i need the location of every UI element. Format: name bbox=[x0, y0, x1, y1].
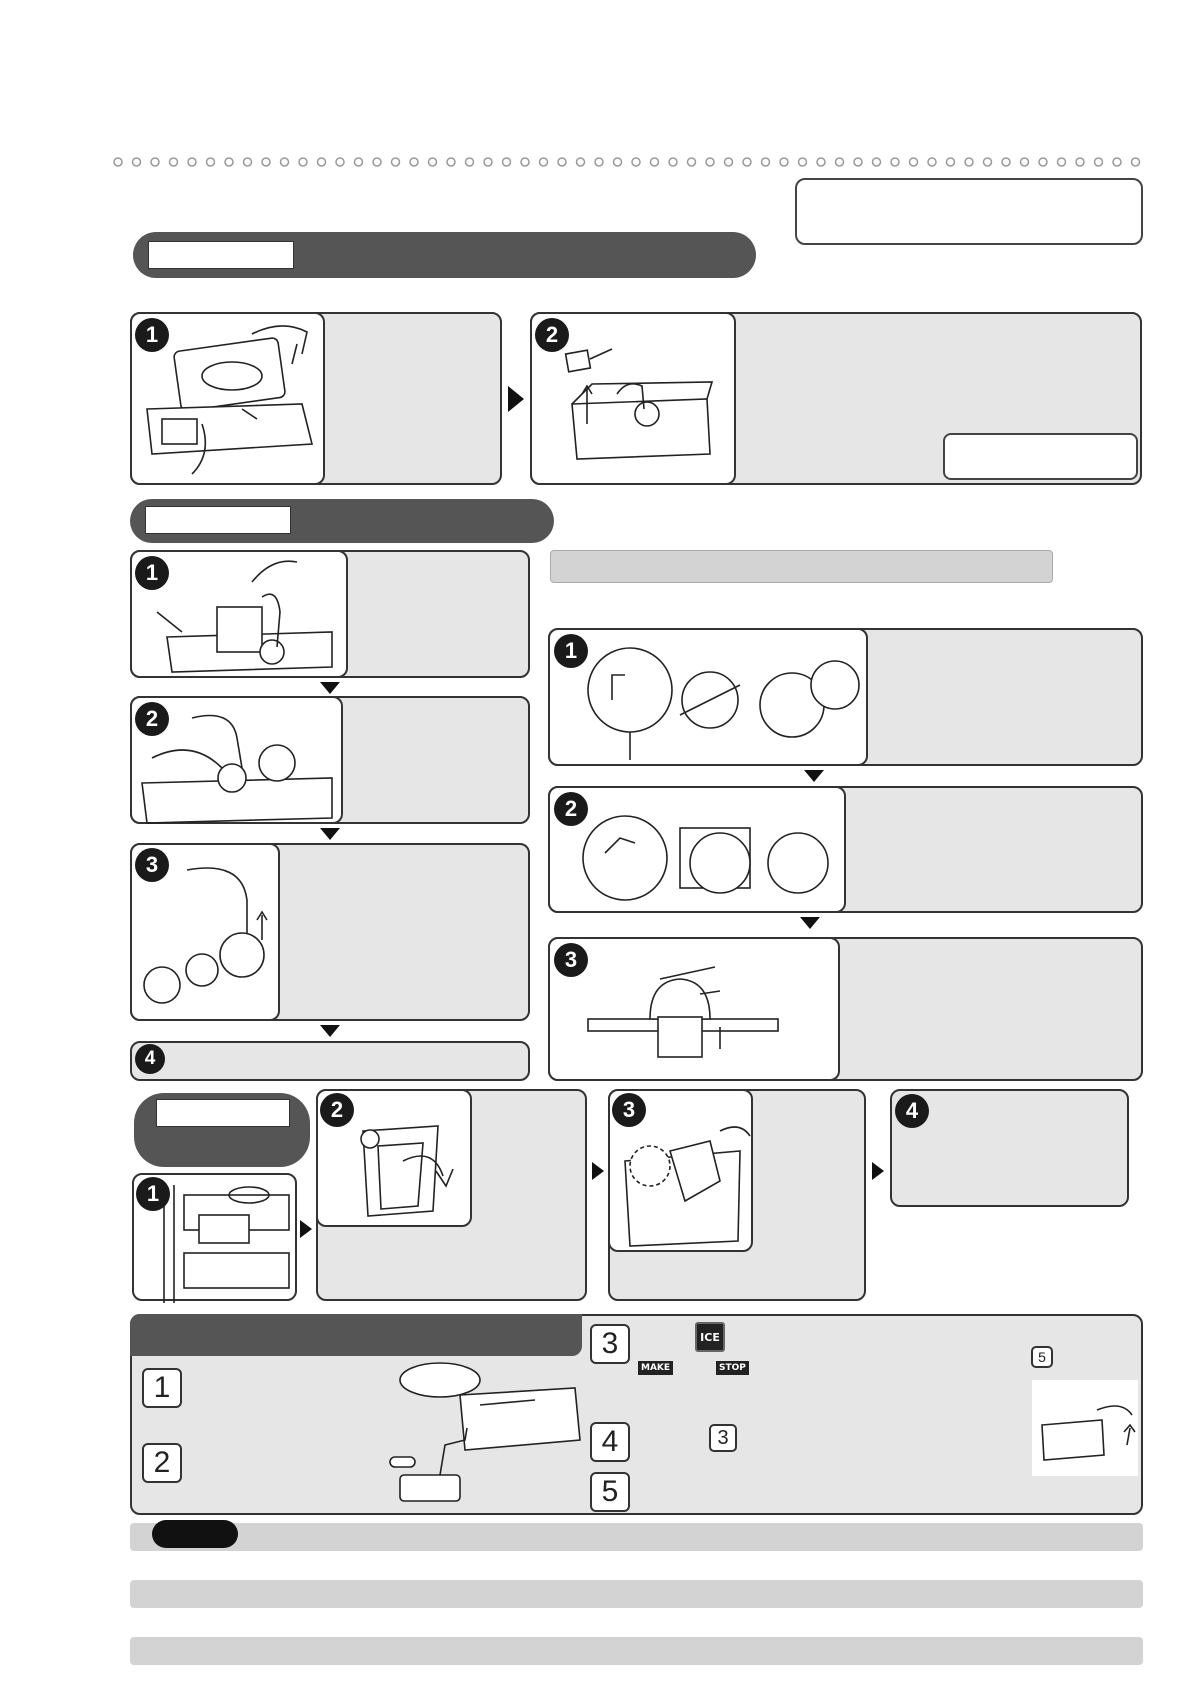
divider-dot bbox=[762, 158, 770, 166]
divider-dot bbox=[614, 158, 622, 166]
right-step-number-2: 2 bbox=[554, 792, 588, 826]
divider-dot bbox=[817, 158, 825, 166]
make-label: MAKE bbox=[638, 1361, 673, 1375]
down-arrow bbox=[320, 1025, 340, 1037]
divider-dot bbox=[244, 158, 252, 166]
divider-dot bbox=[836, 158, 844, 166]
quick-step-5: 5 bbox=[590, 1472, 630, 1512]
next-arrow bbox=[508, 386, 524, 412]
right-step-illustration-3 bbox=[548, 937, 840, 1081]
divider-dot bbox=[873, 158, 881, 166]
divider-dot bbox=[965, 158, 973, 166]
divider-dot bbox=[114, 158, 122, 166]
divider-dot bbox=[392, 158, 400, 166]
divider-dot bbox=[466, 158, 474, 166]
bottom-step-number-3: 3 bbox=[612, 1093, 646, 1127]
left-step-panel-4 bbox=[130, 1041, 530, 1081]
divider-dot bbox=[688, 158, 696, 166]
down-arrow bbox=[800, 917, 820, 929]
divider-dot bbox=[207, 158, 215, 166]
step-2-note-box bbox=[943, 433, 1138, 480]
next-arrow bbox=[592, 1162, 604, 1180]
ice-button-icon: ICE bbox=[695, 1322, 725, 1352]
divider-dot bbox=[1058, 158, 1066, 166]
quick-guide-illustration bbox=[385, 1360, 585, 1510]
footer-bar-2 bbox=[130, 1580, 1143, 1608]
divider-dot bbox=[281, 158, 289, 166]
section-label-1 bbox=[148, 241, 294, 269]
left-step-number-1: 1 bbox=[135, 556, 169, 590]
divider-dot bbox=[410, 158, 418, 166]
divider-dot bbox=[558, 158, 566, 166]
divider-dot bbox=[133, 158, 141, 166]
step-number-1: 1 bbox=[135, 318, 169, 352]
divider-dot bbox=[780, 158, 788, 166]
section-label-2 bbox=[145, 506, 291, 534]
down-arrow bbox=[804, 770, 824, 782]
divider-dot bbox=[891, 158, 899, 166]
divider-dot bbox=[188, 158, 196, 166]
divider-dot bbox=[484, 158, 492, 166]
divider-dot bbox=[170, 158, 178, 166]
quick-guide-header bbox=[130, 1314, 582, 1356]
next-arrow bbox=[872, 1162, 884, 1180]
quick-step-1: 1 bbox=[142, 1368, 182, 1408]
left-step-number-2: 2 bbox=[135, 702, 169, 736]
divider-dot bbox=[521, 158, 529, 166]
divider-dot bbox=[1095, 158, 1103, 166]
stop-label: STOP bbox=[716, 1361, 749, 1375]
divider-dot bbox=[706, 158, 714, 166]
divider-dot bbox=[262, 158, 270, 166]
next-arrow bbox=[300, 1220, 312, 1238]
divider-dot bbox=[429, 158, 437, 166]
divider-dot bbox=[854, 158, 862, 166]
step-number-2: 2 bbox=[535, 318, 569, 352]
divider-dot bbox=[373, 158, 381, 166]
divider-dot bbox=[743, 158, 751, 166]
bottom-step-number-2: 2 bbox=[320, 1093, 354, 1127]
divider-dot bbox=[1076, 158, 1084, 166]
footer-bar-1 bbox=[130, 1523, 1143, 1551]
divider-dot bbox=[799, 158, 807, 166]
quick-step-4: 4 bbox=[590, 1422, 630, 1462]
divider-dot bbox=[947, 158, 955, 166]
bottom-step-number-4: 4 bbox=[895, 1094, 929, 1128]
right-step-number-3: 3 bbox=[554, 943, 588, 977]
divider-dot bbox=[1002, 158, 1010, 166]
quick-step-2: 2 bbox=[142, 1443, 182, 1483]
divider-dot bbox=[1021, 158, 1029, 166]
divider-dot bbox=[669, 158, 677, 166]
down-arrow bbox=[320, 828, 340, 840]
right-step-number-1: 1 bbox=[554, 634, 588, 668]
divider-dot bbox=[503, 158, 511, 166]
divider-dot bbox=[595, 158, 603, 166]
divider-dot bbox=[910, 158, 918, 166]
divider-dot bbox=[1113, 158, 1121, 166]
divider-dot bbox=[928, 158, 936, 166]
divider-dot bbox=[355, 158, 363, 166]
divider-dot bbox=[225, 158, 233, 166]
quick-ref-3: 3 bbox=[709, 1424, 737, 1452]
divider-dot bbox=[725, 158, 733, 166]
bottom-step-number-1: 1 bbox=[136, 1177, 170, 1211]
divider-dot bbox=[299, 158, 307, 166]
section-label-3 bbox=[156, 1099, 290, 1127]
down-arrow bbox=[320, 682, 340, 694]
left-step-number-3: 3 bbox=[135, 848, 169, 882]
footer-bar-3 bbox=[130, 1637, 1143, 1665]
divider-dot bbox=[1039, 158, 1047, 166]
divider-dot bbox=[447, 158, 455, 166]
divider-dot bbox=[1132, 158, 1140, 166]
top-note-box bbox=[795, 178, 1143, 245]
divider-dot bbox=[577, 158, 585, 166]
quick-step-3: 3 bbox=[590, 1324, 630, 1364]
divider-dot bbox=[632, 158, 640, 166]
divider-dot bbox=[318, 158, 326, 166]
divider-dot bbox=[336, 158, 344, 166]
quick-guide-illustration-right bbox=[1032, 1380, 1138, 1476]
divider-dot bbox=[984, 158, 992, 166]
divider-dot bbox=[151, 158, 159, 166]
right-step-illustration-1 bbox=[548, 628, 868, 766]
dotted-divider bbox=[112, 156, 1157, 168]
divider-dot bbox=[540, 158, 548, 166]
right-step-illustration-2 bbox=[548, 786, 846, 913]
footer-pill bbox=[152, 1520, 238, 1548]
quick-ref-5: 5 bbox=[1031, 1346, 1053, 1368]
right-subheader-bar bbox=[550, 550, 1053, 583]
left-step-number-4: 4 bbox=[135, 1044, 165, 1074]
divider-dot bbox=[651, 158, 659, 166]
